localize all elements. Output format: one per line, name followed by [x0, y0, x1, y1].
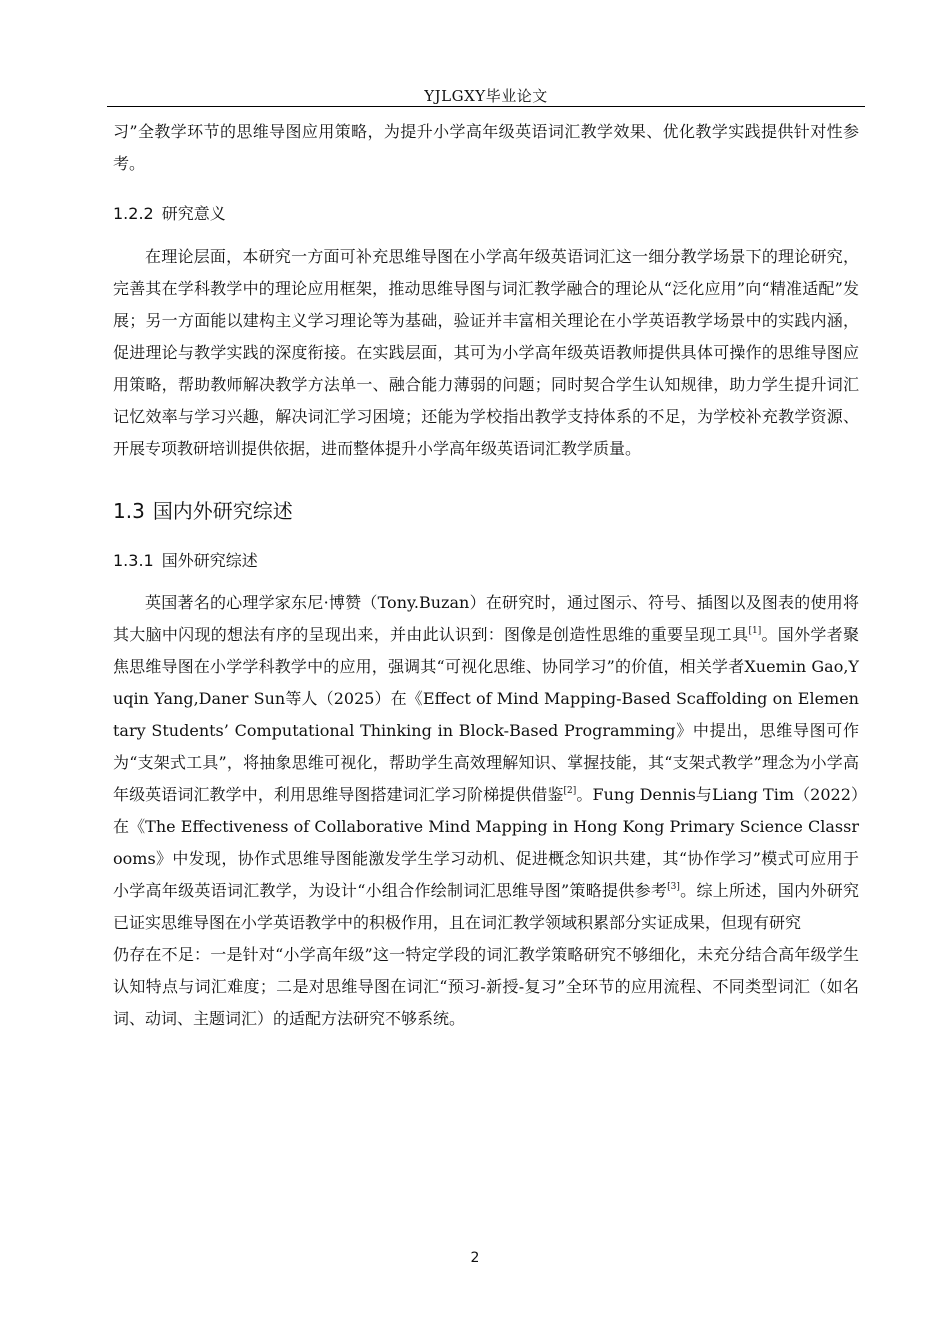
heading-number: 1.3: [113, 499, 145, 523]
significance-paragraph: 在理论层面，本研究一方面可补充思维导图在小学高年级英语词汇这一细分教学场景下的理论研究，完善其在学科教学中的理论应用框架，推动思维导图与词汇教学融合的理论从“泛化应用”向“精准适配”发展；另一方面能以建构主义学习理论等为基础，验证并丰富相关理论在小学英语教学场景中的实践内涵，促进理论与教学实践的深度衔接。在实践层面，其可为小学高年级英语教师提供具体可操作的思维导图应用策略，帮助教师解决教学方法单一、融合能力薄弱的问题；同时契合学生认知规律，助力学生提升词汇记忆效率与学习兴趣，解决词汇学习困境；还能为学校指出教学支持体系的不足，为学校补充教学资源、开展专项教研培训提供依据，进而整体提升小学高年级英语词汇教学质量。: [113, 247, 859, 458]
heading-title: 研究意义: [161, 204, 226, 223]
paragraph-text: 。Fung Dennis与Liang Tim（2022）在《The Effectiveness of Collaborative Mind Mapping in Hong Kong Primary Science Classrooms》中发现，协作式思维导图能激发学生学习动机、促进概念知识共建，其“协作学习”模式可应用于小学高年级英语词汇教学，为设计“小组合作绘制词汇思维导图”策略提供参考: [113, 785, 859, 900]
heading-1-3: [113, 497, 859, 525]
paragraph-text: 。综上所述，国内外研究已证实思维导图在小学英语教学中的积极作用，且在词汇教学领域积累部分实证成果，但现有研究: [113, 881, 859, 932]
citation-3: [3]: [667, 882, 680, 892]
heading-title: 国内外研究综述: [152, 499, 293, 523]
heading-number: 1.2.2: [113, 204, 154, 223]
paragraph-text: 。国外学者聚焦思维导图在小学学科教学中的应用，强调其“可视化思维、协同学习”的价值，相关学者Xuemin Gao,Yuqin Yang,Daner Sun等人（2025）在《Effect of Mind Mapping-Based Scaffolding on Elementary Students’ Computational Thinking in Block-Based Programming》中提出，思维导图可作为“支架式工具”，将抽象思维可视化，帮助学生高效理解知识、掌握技能，其“支架式教学”理念为小学高年级英语词汇教学中，利用思维导图搭建词汇学习阶梯提供借鉴: [113, 625, 859, 804]
heading-1-2-2: [113, 202, 859, 226]
page-number: 2: [470, 1250, 480, 1266]
citation-2: [2]: [563, 786, 577, 796]
shortcomings-paragraph: 仍存在不足：一是针对“小学高年级”这一特定学段的词汇教学策略研究不够细化，未充分结合高年级学生认知特点与词汇难度；二是对思维导图在词汇“预习-新授-复习”全环节的应用流程、不同类型词汇（如名词、动词、主题词汇）的适配方法研究不够系统。: [113, 945, 859, 1028]
document-body: [113, 116, 859, 1035]
foreign-research-paragraph: [113, 587, 859, 939]
citation-1: [1]: [748, 626, 762, 636]
header-rule: [107, 106, 865, 107]
heading-title: 国外研究综述: [161, 551, 258, 570]
intro-tail-paragraph: 习”全教学环节的思维导图应用策略，为提升小学高年级英语词汇教学效果、优化教学实践提供针对性参考。: [113, 122, 859, 173]
heading-number: 1.3.1: [113, 551, 154, 570]
heading-1-3-1: [113, 549, 859, 573]
page-header: YJLGXY毕业论文: [424, 87, 548, 105]
paragraph-text: 英国著名的心理学家东尼·博赞（Tony.Buzan）在研究时，通过图示、符号、插图以及图表的使用将其大脑中闪现的想法有序的呈现出来，并由此认识到：图像是创造性思维的重要呈现工具: [113, 593, 859, 644]
